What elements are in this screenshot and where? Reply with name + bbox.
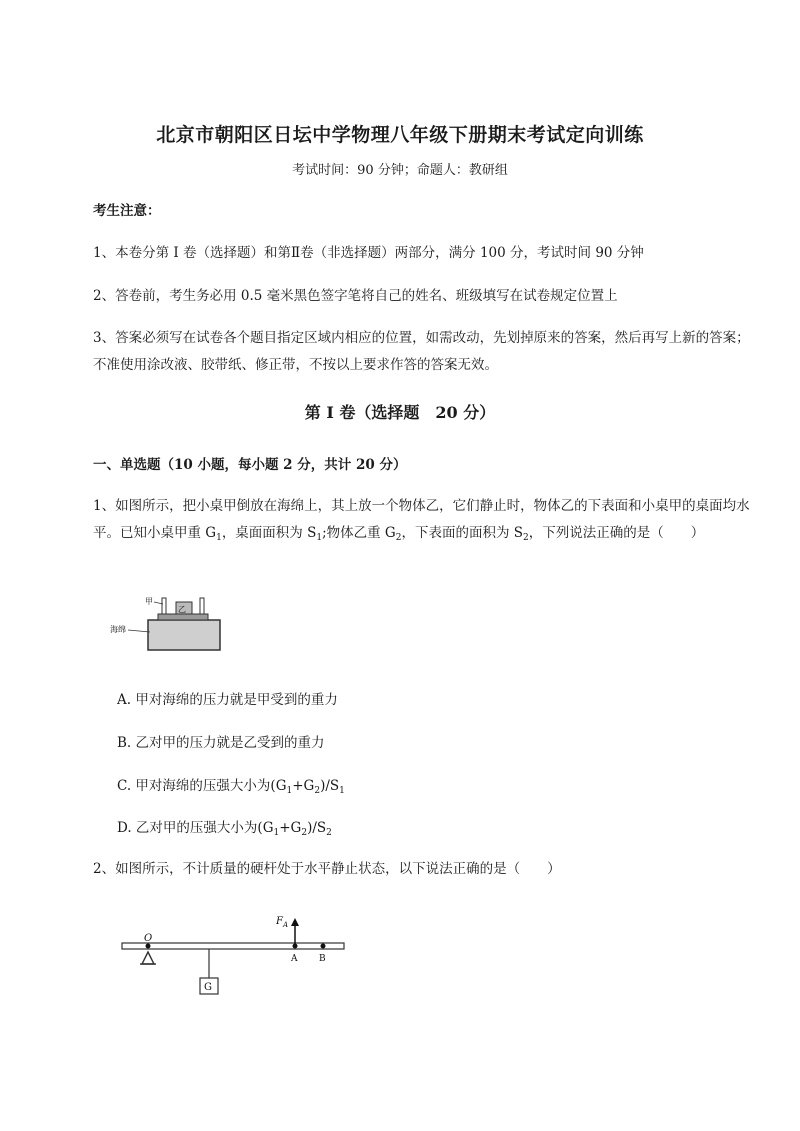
part-heading: 一、单选题（10 小题，每小题 2 分，共计 20 分）: [93, 457, 407, 473]
q1-option-d[interactable]: D. 乙对甲的压强大小为$(G_1+G_2)/S_2$: [117, 820, 332, 838]
label-G: G: [204, 982, 212, 993]
label-jia: 甲: [145, 597, 153, 606]
notice-heading: 考生注意：: [93, 203, 161, 219]
label-sponge: 海绵: [110, 625, 126, 634]
lever-bar: [122, 943, 344, 949]
pivot-O: [146, 944, 151, 949]
table-leg-right: [200, 598, 204, 614]
figure-lever: [118, 908, 358, 998]
point-B: [321, 944, 326, 949]
question-1-text: 1、如图所示，把小桌甲倒放在海绵上，其上放一个物体乙，它们静止时，物体乙的下表面和小桌甲的桌面均水平。已知小桌甲重 $G_1$，桌面面积为 $S_1$;物体乙重 $G_2$，下表面的面积为 $S_2$，下列说法正确的是（ ）: [93, 498, 750, 543]
table-top: [158, 614, 208, 620]
q1-option-a[interactable]: A. 甲对海绵的压力就是甲受到的重力: [117, 692, 338, 708]
section-title: 第 I 卷（选择题 20 分）: [304, 403, 496, 422]
sponge-block: [148, 620, 220, 650]
exam-subtitle: 考试时间：90 分钟；命题人：教研组: [292, 163, 508, 178]
label-yi: 乙: [178, 605, 186, 614]
figure-table-on-sponge: [108, 590, 228, 652]
label-B: B: [319, 954, 326, 964]
label-FA: $F_A$: [276, 916, 289, 929]
point-A: [293, 944, 298, 949]
q1-option-b[interactable]: B. 乙对甲的压力就是乙受到的重力: [117, 735, 325, 751]
fulcrum-support: [142, 952, 154, 964]
notice-item-3: 3、答案必须写在试卷各个题目指定区域内相应的位置，如需改动，先划掉原来的答案，然后再写上新的答案；不准使用涂改液、胶带纸、修正带，不按以上要求作答的答案无效。: [93, 330, 750, 373]
notice-item-1: 1、本卷分第 I 卷（选择题）和第Ⅱ卷（非选择题）两部分，满分 100 分，考试时间 90 分钟: [93, 245, 644, 261]
table-leg-left: [162, 598, 166, 614]
question-2-text: 2、如图所示，不计质量的硬杆处于水平静止状态，以下说法正确的是（ ）: [93, 861, 561, 877]
label-A: A: [291, 954, 298, 964]
label-O: O: [144, 933, 153, 944]
q1-option-c[interactable]: C. 甲对海绵的压强大小为$(G_1+G_2)/S_1$: [117, 778, 345, 796]
notice-item-2: 2、答卷前，考生务必用 0.5 毫米黑色签字笔将自己的姓名、班级填写在试卷规定位置上: [93, 288, 618, 304]
exam-title: 北京市朝阳区日坛中学物理八年级下册期末考试定向训练: [156, 124, 644, 146]
